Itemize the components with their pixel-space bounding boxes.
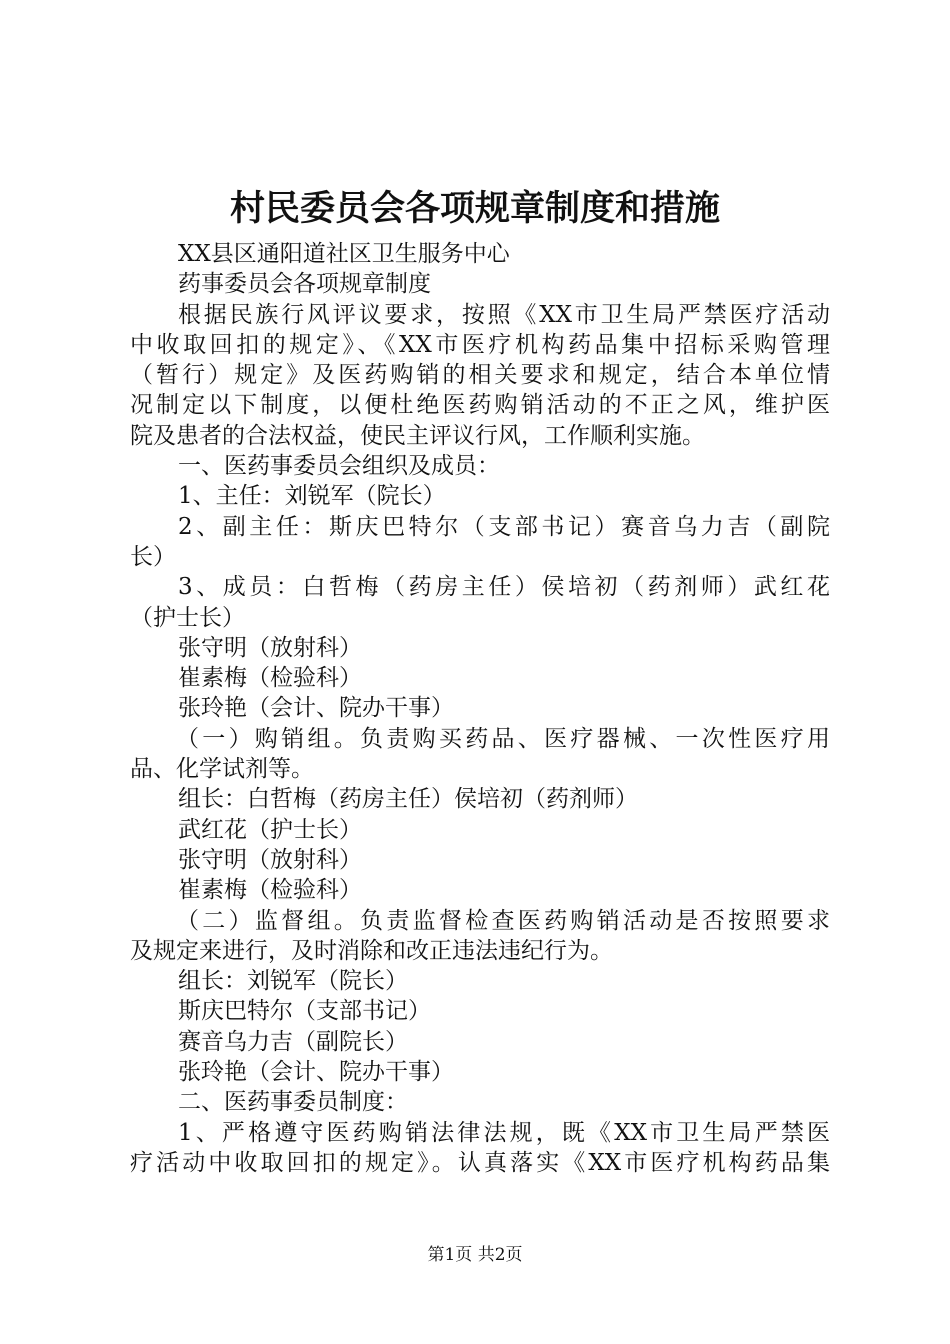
paragraph-line: 张守明（放射科） [178, 634, 362, 661]
paragraph-line: 中收取回扣的规定》、《XX市医疗机构药品集中招标采购管理 [130, 331, 830, 358]
paragraph-line: 张玲艳（会计、院办干事） [178, 1059, 454, 1086]
document-title: 村民委员会各项规章制度和措施 [229, 188, 720, 229]
paragraph-line: 品、化学试剂等。 [130, 756, 314, 783]
paragraph-line: 斯庆巴特尔（支部书记） [178, 998, 431, 1025]
paragraph-line: 赛音乌力吉（副院长） [178, 1028, 408, 1055]
section-heading: 一、医药事委员会组织及成员： [178, 453, 500, 480]
paragraph-line: 2、副主任：斯庆巴特尔（支部书记）赛音乌力吉（副院 [178, 513, 830, 540]
paragraph-line: XX县区通阳道社区卫生服务中心 [178, 241, 510, 267]
paragraph-line: 1、主任：刘锐军（院长） [178, 483, 446, 510]
paragraph-line: 组长：白哲梅（药房主任）侯培初（药剂师） [178, 786, 638, 813]
paragraph-line: 崔素梅（检验科） [178, 877, 362, 904]
paragraph-line: 组长：刘锐军（院长） [178, 968, 408, 995]
paragraph-line: 3、成员：白哲梅（药房主任）侯培初（药剂师）武红花 [178, 574, 830, 601]
paragraph-line: 院及患者的合法权益，使民主评议行风，工作顺利实施。 [130, 422, 705, 449]
paragraph-line: 疗活动中收取回扣的规定》。认真落实《XX市医疗机构药品集 [130, 1149, 830, 1176]
paragraph-line: （暂行）规定》及医药购销的相关要求和规定，结合本单位情 [130, 362, 830, 389]
paragraph-line: 崔素梅（检验科） [178, 665, 362, 692]
paragraph-line: 况制定以下制度，以便杜绝医药购销活动的不正之风，维护医 [130, 392, 830, 419]
document-body [130, 239, 830, 1178]
paragraph-line: （护士长） [130, 604, 245, 631]
paragraph-line: 1、严格遵守医药购销法律法规，既《XX市卫生局严禁医 [178, 1119, 830, 1146]
paragraph-line: 张守明（放射科） [178, 846, 362, 873]
page-number-footer: 第1页 共2页 [427, 1245, 523, 1265]
paragraph-line: 及规定来进行，及时消除和改正违法违纪行为。 [130, 937, 613, 964]
paragraph-line: 武红花（护士长） [178, 816, 362, 843]
paragraph-line: 药事委员会各项规章制度 [178, 271, 431, 298]
paragraph-line: （二）监督组。负责监督检查医药购销活动是否按照要求 [176, 907, 830, 934]
paragraph-line: （一）购销组。负责购买药品、医疗器械、一次性医疗用 [176, 725, 830, 752]
section-heading: 二、医药事委员制度： [178, 1089, 408, 1116]
paragraph-line: 根据民族行风评议要求，按照《XX市卫生局严禁医疗活动 [178, 301, 830, 328]
paragraph-line: 长） [130, 543, 176, 570]
paragraph-line: 张玲艳（会计、院办干事） [178, 695, 454, 722]
